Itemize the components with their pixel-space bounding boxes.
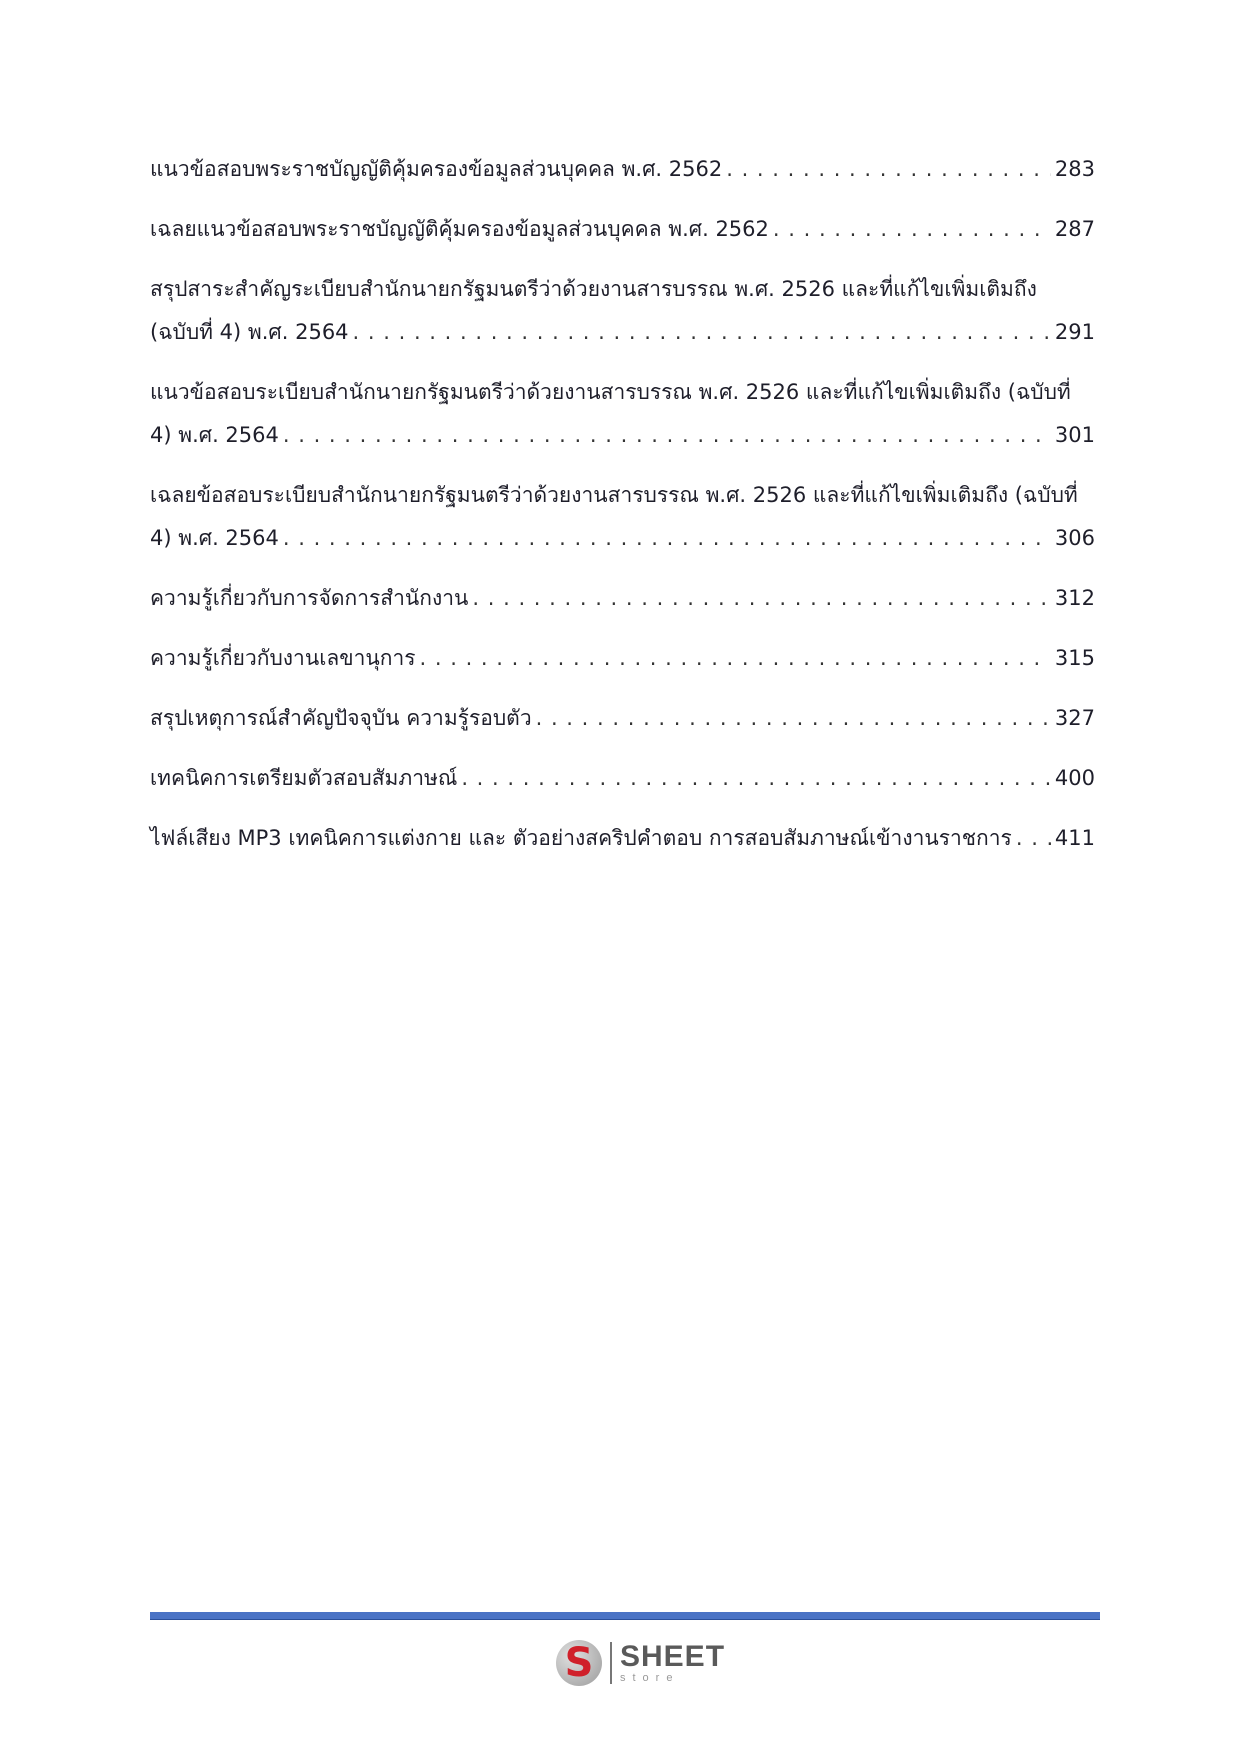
toc-entry-line xyxy=(150,817,1095,860)
toc-entry-title: 4) พ.ศ. 2564 xyxy=(150,526,279,550)
toc-entry-line xyxy=(150,414,1095,457)
toc-entry-title: 4) พ.ศ. 2564 xyxy=(150,423,279,447)
dot-leader xyxy=(773,208,1051,251)
toc-entry[interactable] xyxy=(150,208,1095,251)
sheet-store-logo xyxy=(556,1635,725,1691)
toc-entry[interactable] xyxy=(150,474,1095,560)
dot-leader xyxy=(1016,817,1051,860)
toc-page-number: 312 xyxy=(1054,586,1095,610)
logo-separator xyxy=(610,1642,612,1684)
toc-entry-line xyxy=(150,148,1095,191)
toc-page-number: 315 xyxy=(1054,646,1095,670)
toc-entry-title-line: สรุปสาระสำคัญระเบียบสำนักนายกรัฐมนตรีว่าด้วยงานสารบรรณ พ.ศ. 2526 และที่แก้ไขเพิ่มเติมถึง xyxy=(150,277,1037,301)
dot-leader xyxy=(420,637,1051,680)
toc-page-number: 400 xyxy=(1054,766,1095,790)
toc-page-number: 283 xyxy=(1054,157,1095,181)
toc-entry-title: เทคนิคการเตรียมตัวสอบสัมภาษณ์ xyxy=(150,766,458,790)
logo-subword: store xyxy=(620,1672,680,1684)
table-of-contents xyxy=(150,148,1095,877)
toc-entry-line xyxy=(150,697,1095,740)
toc-entry-title: (ฉบับที่ 4) พ.ศ. 2564 xyxy=(150,320,349,344)
toc-entry-line xyxy=(150,311,1095,354)
toc-entry-title: ความรู้เกี่ยวกับการจัดการสำนักงาน xyxy=(150,586,469,610)
toc-entry[interactable] xyxy=(150,577,1095,620)
toc-page-number: 287 xyxy=(1054,217,1095,241)
toc-entry-title-line: แนวข้อสอบระเบียบสำนักนายกรัฐมนตรีว่าด้วยงานสารบรรณ พ.ศ. 2526 และที่แก้ไขเพิ่มเติมถึง (ฉบับที่ xyxy=(150,380,1071,404)
toc-entry-title: ไฟล์เสียง MP3 เทคนิคการแต่งกาย และ ตัวอย่างสคริปคำตอบ การสอบสัมภาษณ์เข้างานราชการ xyxy=(150,826,1012,850)
toc-entry[interactable] xyxy=(150,268,1095,354)
toc-entry[interactable] xyxy=(150,637,1095,680)
toc-page-number: 301 xyxy=(1054,423,1095,447)
toc-entry-line xyxy=(150,517,1095,560)
toc-entry[interactable] xyxy=(150,371,1095,457)
logo-word: SHEET xyxy=(620,1640,726,1673)
toc-entry-title: ความรู้เกี่ยวกับงานเลขานุการ xyxy=(150,646,416,670)
dot-leader xyxy=(472,577,1051,620)
toc-entry-line xyxy=(150,577,1095,620)
toc-page-number: 327 xyxy=(1054,706,1095,730)
logo-s-icon: S xyxy=(556,1640,602,1686)
dot-leader xyxy=(283,517,1051,560)
toc-entry-line xyxy=(150,757,1095,800)
toc-entry-title: แนวข้อสอบพระราชบัญญัติคุ้มครองข้อมูลส่วนบุคคล พ.ศ. 2562 xyxy=(150,157,723,181)
toc-entry[interactable] xyxy=(150,697,1095,740)
dot-leader xyxy=(283,414,1051,457)
toc-entry[interactable] xyxy=(150,757,1095,800)
dot-leader xyxy=(726,148,1051,191)
toc-entry-title: สรุปเหตุการณ์สำคัญปัจจุบัน ความรู้รอบตัว xyxy=(150,706,532,730)
dot-leader xyxy=(461,757,1051,800)
toc-entry[interactable] xyxy=(150,817,1095,860)
toc-entry[interactable] xyxy=(150,148,1095,191)
footer-divider xyxy=(150,1612,1100,1620)
toc-page-number: 411 xyxy=(1054,826,1095,850)
logo-text xyxy=(620,1642,725,1684)
toc-page-number: 291 xyxy=(1054,320,1095,344)
toc-page-number: 306 xyxy=(1054,526,1095,550)
toc-entry-line xyxy=(150,637,1095,680)
dot-leader xyxy=(353,311,1051,354)
toc-entry-title: เฉลยแนวข้อสอบพระราชบัญญัติคุ้มครองข้อมูลส่วนบุคคล พ.ศ. 2562 xyxy=(150,217,769,241)
toc-entry-title-line: เฉลยข้อสอบระเบียบสำนักนายกรัฐมนตรีว่าด้วยงานสารบรรณ พ.ศ. 2526 และที่แก้ไขเพิ่มเติมถึง (ฉบับที่ xyxy=(150,483,1078,507)
toc-entry-line xyxy=(150,208,1095,251)
dot-leader xyxy=(536,697,1051,740)
